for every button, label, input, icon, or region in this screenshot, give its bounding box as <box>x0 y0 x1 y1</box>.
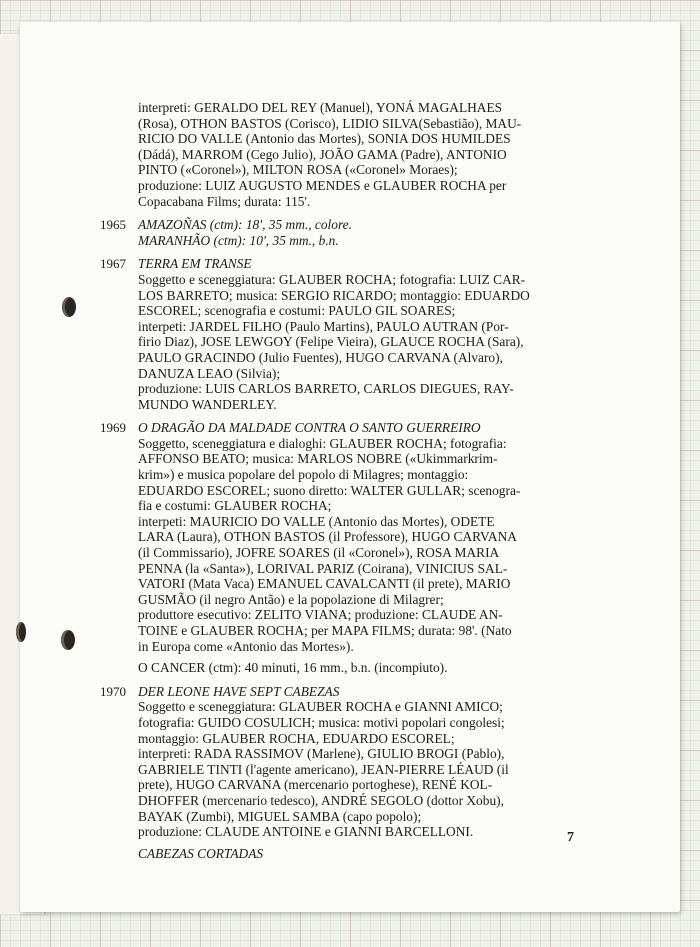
text-line: fia e costumi: GLAUBER ROCHA; <box>138 498 332 514</box>
text-line: produzione: LUIS CARLOS BARRETO, CARLOS DIEGUES, RAY- <box>138 381 514 397</box>
text-line: DHOFFER (mercenario tedesco), ANDRÉ SEGOLO (dottor Xobu), <box>138 792 504 808</box>
punch-hole <box>16 622 26 642</box>
text-line: ESCOREL; scenografia e costumi: PAULO GIL SOARES; <box>138 303 456 319</box>
text-line: krim») e musica popolare del popolo di Milagres; montaggio: <box>138 467 469 483</box>
text-line: (il Commissario), JOFRE SOARES (il «Coronel»), ROSA MARIA <box>138 545 500 561</box>
text-line: LARA (Laura), OTHON BASTOS (il Professore), HUGO CARVANA <box>138 529 517 545</box>
text-line: interpreti: GERALDO DEL REY (Manuel), YONÁ MAGALHAES <box>138 100 503 115</box>
text-line: Soggetto e sceneggiatura: GLAUBER ROCHA; fotografia: LUIZ CAR- <box>138 271 526 287</box>
text-line: (Dádá), MARROM (Cego Julio), JOÃO GAMA (Padre), ANTONIO <box>138 146 507 162</box>
text-line: PINTO («Coronel»), MILTON ROSA («Coronel» Moraes); <box>138 162 458 178</box>
filmography-entry-1967 <box>100 256 590 412</box>
filmography-entry-1965 <box>100 217 590 248</box>
entry-year: 1969 <box>100 420 126 436</box>
text-line: BAYAK (Zumbi), MIGUEL SAMBA (capo popolo); <box>138 808 422 824</box>
film-title: CABEZAS CORTADAS <box>138 845 264 861</box>
text-line: interpeti: JARDEL FILHO (Paulo Martins), PAULO AUTRAN (Por- <box>138 318 509 334</box>
text-line: LOS BARRETO; musica: SERGIO RICARDO; montaggio: EDUARDO <box>138 287 530 303</box>
text-line: GUSMÃO (il negro Antão) e la popolazione di Milagrer; <box>138 591 444 607</box>
text-line: PAULO GRACINDO (Julio Fuentes), HUGO CARVANA (Alvaro), <box>138 349 503 365</box>
filmography-entry-1969 <box>100 420 590 676</box>
filmography-text <box>100 100 590 869</box>
text-line: prete), HUGO CARVANA (mercenario portoghese), RENÉ KOL- <box>138 777 493 793</box>
text-line: Soggetto e sceneggiatura: GLAUBER ROCHA e GIANNI AMICO; <box>138 699 503 715</box>
text-line: VATORI (Mata Vaca) EMANUEL CAVALCANTI (il prete), MARIO <box>138 576 511 592</box>
text-line: montaggio: GLAUBER ROCHA, EDUARDO ESCOREL; <box>138 730 455 746</box>
text-line: EDUARDO ESCOREL; suono diretto: WALTER GULLAR; scenogra- <box>138 482 521 498</box>
text-line: TOINE e GLAUBER ROCHA; per MAPA FILMS; durata: 98'. (Nato <box>138 623 512 638</box>
film-title: O DRAGÃO DA MALDADE CONTRA O SANTO GUERREIRO <box>138 420 481 436</box>
text-line: produttore esecutivo: ZELITO VIANA; produzione: CLAUDE AN- <box>138 607 503 623</box>
text-line: GABRIELE TINTI (l'agente americano), JEAN-PIERRE LÉAUD (il <box>138 761 509 777</box>
filmography-entry <box>100 100 590 209</box>
text-line: Copacabana Films; durata: 115'. <box>138 193 311 209</box>
text-line: (Rosa), OTHON BASTOS (Corisco), LIDIO SILVA(Sebastião), MAU- <box>138 115 522 131</box>
film-title: MARANHÃO (ctm): 10', 35 mm., b.n. <box>138 232 339 248</box>
text-line: firio Diaz), JOSE LEWGOY (Felipe Vieira), GLAUCE ROCHA (Sara), <box>138 334 524 350</box>
punch-hole <box>61 630 75 650</box>
film-title: DER LEONE HAVE SEPT CABEZAS <box>138 683 340 699</box>
text-line: RICIO DO VALLE (Antonio das Mortes), SONIA DOS HUMILDES <box>138 131 511 147</box>
punch-hole <box>62 297 76 317</box>
text-line: MUNDO WANDERLEY. <box>138 396 277 412</box>
text-line: interpreti: RADA RASSIMOV (Marlene), GIULIO BROGI (Pablo), <box>138 746 505 762</box>
text-line: Soggetto, sceneggiatura e dialoghi: GLAUBER ROCHA; fotografia: <box>138 435 507 451</box>
entry-year: 1967 <box>100 256 126 272</box>
text-line: interpeti: MAURICIO DO VALLE (Antonio das Mortes), ODETE <box>138 513 495 529</box>
text-line: produzione: LUIZ AUGUSTO MENDES e GLAUBER ROCHA per <box>138 177 507 193</box>
entry-year: 1970 <box>100 683 126 699</box>
text-line: AFFONSO BEATO; musica: MARLOS NOBRE («Ukimmarkrim- <box>138 451 498 467</box>
text-line: fotografia: GUIDO COSULICH; musica: motivi popolari congolesi; <box>138 714 505 730</box>
film-title: TERRA EM TRANSE <box>138 256 252 272</box>
filmography-entry-1970 <box>100 684 590 862</box>
page-number: 7 <box>567 830 574 845</box>
text-line: in Europa come «Antonio das Mortes»). <box>138 638 354 654</box>
film-title-extra: O CANCER (ctm): 40 minuti, 16 mm., b.n. (incompiuto). <box>138 660 448 676</box>
text-line: DANUZA LEAO (Silvia); <box>138 365 281 381</box>
document-page <box>20 22 680 912</box>
film-title: AMAZOÑAS (ctm): 18', 35 mm., colore. <box>138 217 352 233</box>
entry-year: 1965 <box>100 217 126 233</box>
text-line: PENNA (la «Santa»), LORIVAL PARIZ (Coirana), VINICIUS SAL- <box>138 560 508 576</box>
text-line: produzione: CLAUDE ANTOINE e GIANNI BARCELLONI. <box>138 824 474 840</box>
